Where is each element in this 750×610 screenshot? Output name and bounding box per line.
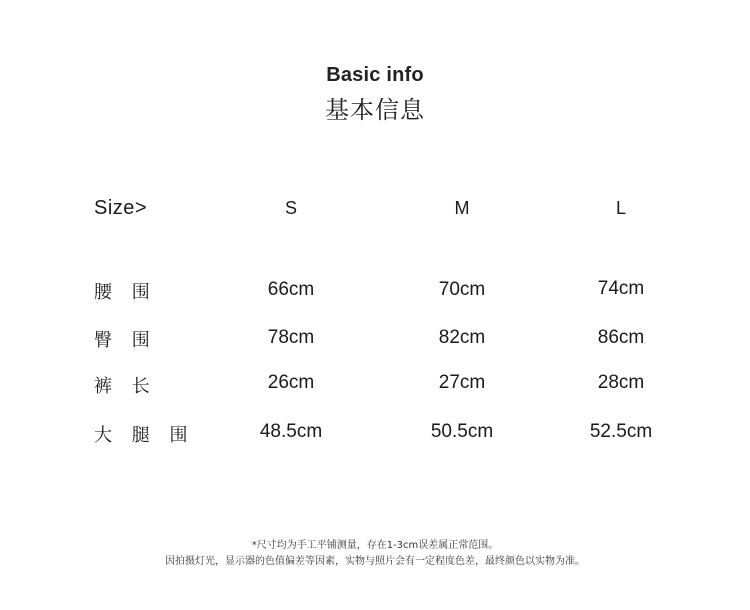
cell-length-m: 27cm [438,372,486,393]
title-english: Basic info [326,64,424,86]
cell-hip-s: 78cm [267,327,315,348]
cell-length-s: 26cm [267,372,315,393]
row-label-hip: 臀 围 [94,330,157,351]
row-label-waist: 腰 围 [94,282,157,303]
size-row-label: Size> [94,197,148,219]
row-label-thigh: 大 腿 围 [94,425,195,446]
cell-hip-l: 86cm [597,327,645,348]
color-note: 因拍摄灯光，显示器的色值偏差等因素，实物与照片会有一定程度色差，最终颜色以实物为准。 [165,556,585,567]
cell-thigh-s: 48.5cm [259,421,323,442]
measurement-note: *尺寸均为手工平铺测量，存在1-3cm误差属正常范围。 [251,540,499,551]
column-header-m: M [454,198,470,218]
cell-hip-m: 82cm [438,327,486,348]
column-header-l: L [615,198,626,218]
cell-length-l: 28cm [597,372,645,393]
cell-waist-s: 66cm [267,279,315,300]
cell-thigh-m: 50.5cm [430,421,494,442]
row-label-length: 裤 长 [94,376,157,397]
cell-waist-m: 70cm [438,279,486,300]
cell-thigh-l: 52.5cm [589,421,653,442]
title-chinese: 基本信息 [325,96,425,124]
cell-waist-l: 74cm [597,278,645,299]
column-header-s: S [284,198,297,218]
